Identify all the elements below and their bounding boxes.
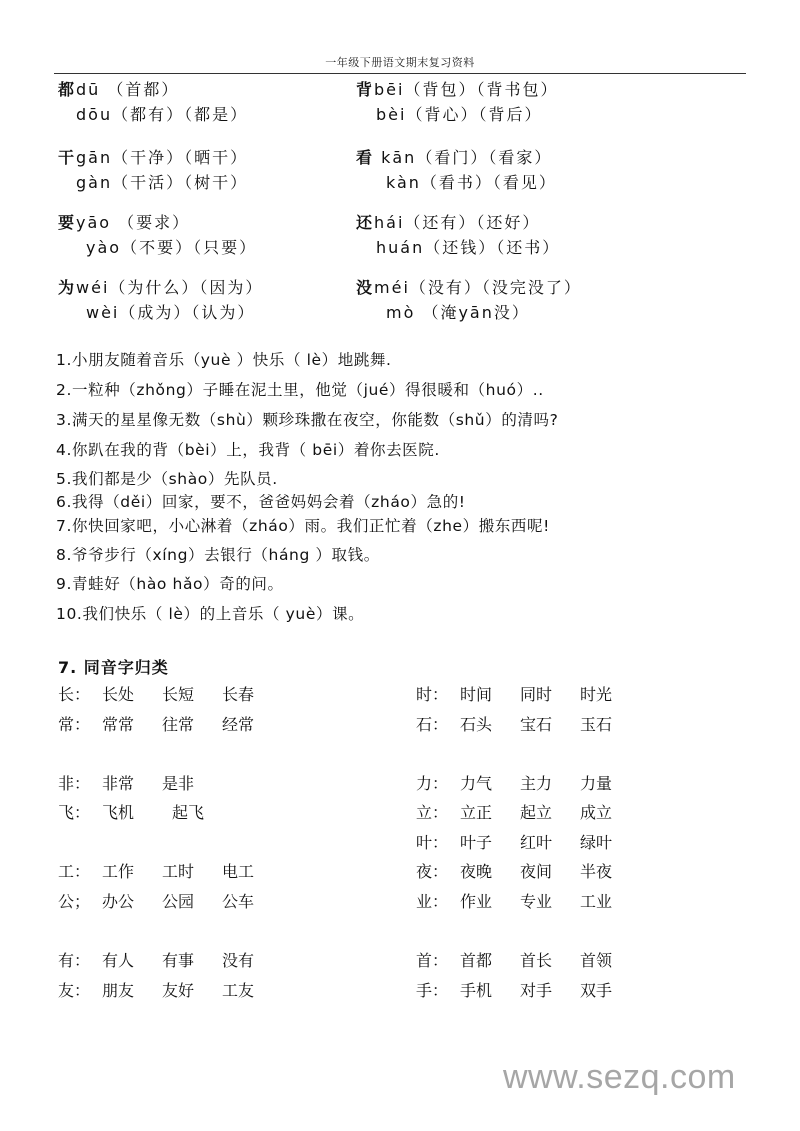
group-word: 成立 xyxy=(580,803,613,822)
sentence-4: 4.你趴在我的背（bèi）上，我背（ bēi）着你去医院. xyxy=(56,441,440,459)
group-word: 公车 xyxy=(222,892,255,911)
group-word: 朋友 xyxy=(102,981,135,1000)
group-key: 非： xyxy=(58,774,91,793)
group-key: 公； xyxy=(58,892,91,911)
homophone-group-gong-work xyxy=(58,859,282,882)
sentence-2: 2.一粒种（zhǒng）子睡在泥土里，他觉（jué）得很暖和（huó）.. xyxy=(56,381,544,399)
polyphone-char: 没 xyxy=(356,278,375,297)
sentence-10: 10.我们快乐（ lè）的上音乐（ yuè）课。 xyxy=(56,605,365,623)
polyphone-char: 要 xyxy=(58,213,77,232)
group-key: 叶： xyxy=(416,833,449,852)
reading-line: hái（还有）（还好） xyxy=(374,213,541,232)
homophone-group-shi-time xyxy=(416,682,640,705)
group-word: 工作 xyxy=(102,862,135,881)
group-word: 工友 xyxy=(222,981,255,1000)
group-word: 办公 xyxy=(102,892,135,911)
group-word: 工业 xyxy=(580,892,613,911)
homophone-group-li-power xyxy=(416,771,640,794)
polyphone-char: 都 xyxy=(58,80,77,99)
homophone-group-chang-often xyxy=(58,712,282,735)
group-word: 夜间 xyxy=(520,862,553,881)
polyphone-wei xyxy=(58,275,263,323)
group-key: 有： xyxy=(58,951,91,970)
homophone-group-fei-not xyxy=(58,771,222,794)
sentence-1: 1.小朋友随着音乐（yuè ）快乐（ lè）地跳舞. xyxy=(56,351,392,369)
group-word: 往常 xyxy=(162,715,195,734)
group-key: 立： xyxy=(416,803,449,822)
group-key: 石： xyxy=(416,715,449,734)
sentence-7: 7.你快回家吧，小心淋着（zháo）雨。我们正忙着（zhe）搬东西呢! xyxy=(56,517,550,535)
group-key: 友： xyxy=(58,981,91,1000)
group-word: 首都 xyxy=(460,951,493,970)
homophone-group-ye-night xyxy=(416,859,640,882)
group-key: 手： xyxy=(416,981,449,1000)
reading-line: gàn（干活）（树干） xyxy=(76,173,249,192)
sentence-6: 6.我得（děi）回家，要不，爸爸妈妈会着（zháo）急的! xyxy=(56,493,466,511)
reading-line: gān（干净）（晒干） xyxy=(76,148,249,167)
polyphone-gan xyxy=(58,145,248,193)
group-word: 友好 xyxy=(162,981,195,1000)
polyphone-du xyxy=(58,77,248,125)
group-word: 同时 xyxy=(520,685,553,704)
group-word: 双手 xyxy=(580,981,613,1000)
homophone-group-gong-public xyxy=(58,889,282,912)
reading-line: bēi（背包）（背书包） xyxy=(374,80,559,99)
group-key: 长： xyxy=(58,685,91,704)
group-word: 公园 xyxy=(162,892,195,911)
group-word: 红叶 xyxy=(520,833,553,852)
group-key: 工： xyxy=(58,862,91,881)
group-word: 手机 xyxy=(460,981,493,1000)
group-word: 常常 xyxy=(102,715,135,734)
reading-line: dōu（都有）（都是） xyxy=(76,105,249,124)
group-word: 长处 xyxy=(102,685,135,704)
group-key: 力： xyxy=(416,774,449,793)
group-word: 时间 xyxy=(460,685,493,704)
group-key: 常： xyxy=(58,715,91,734)
homophone-group-li-stand xyxy=(416,800,640,823)
homophone-group-you-friend xyxy=(58,978,282,1001)
group-key: 夜： xyxy=(416,862,449,881)
homophone-group-shou-hand xyxy=(416,978,640,1001)
group-word: 夜晚 xyxy=(460,862,493,881)
watermark: www.sezq.com xyxy=(503,1058,736,1096)
polyphone-char: 看 xyxy=(356,148,375,167)
group-word: 专业 xyxy=(520,892,553,911)
homophone-group-chang-long xyxy=(58,682,282,705)
reading-line: méi（没有）（没完没了） xyxy=(374,278,582,297)
page-header-title: 一年级下册语文期末复习资料 xyxy=(325,56,475,69)
group-word: 作业 xyxy=(460,892,493,911)
group-key: 业： xyxy=(416,892,449,911)
sentence-3: 3.满天的星星像无数（shù）颗珍珠撒在夜空，你能数（shǔ）的清吗? xyxy=(56,411,559,429)
group-word: 经常 xyxy=(222,715,255,734)
reading-line: mò （淹yān没） xyxy=(386,303,530,322)
polyphone-char: 还 xyxy=(356,213,375,232)
group-word: 主力 xyxy=(520,774,553,793)
group-word: 是非 xyxy=(162,774,195,793)
reading-line: wéi（为什么）（因为） xyxy=(76,278,264,297)
group-word: 首领 xyxy=(580,951,613,970)
reading-line: wèi（成为）（认为） xyxy=(86,303,256,322)
polyphone-char: 干 xyxy=(58,148,77,167)
sentence-9: 9.青蛙好（hào hǎo）奇的问。 xyxy=(56,575,284,593)
group-word: 起立 xyxy=(520,803,553,822)
homophone-group-you-have xyxy=(58,948,282,971)
group-word: 非常 xyxy=(102,774,135,793)
homophone-group-fei-fly xyxy=(58,800,232,823)
group-word: 飞机 xyxy=(102,803,135,822)
group-word: 叶子 xyxy=(460,833,493,852)
reading-line: kān（看门）（看家） xyxy=(381,148,553,167)
polyphone-hai xyxy=(356,210,560,258)
section-title: 7. 同音字归类 xyxy=(58,658,169,677)
group-word: 力气 xyxy=(460,774,493,793)
group-word: 力量 xyxy=(580,774,613,793)
polyphone-char: 为 xyxy=(58,278,77,297)
sentence-5: 5.我们都是少（shào）先队员. xyxy=(56,470,278,488)
group-word: 起飞 xyxy=(172,803,205,822)
group-key: 首： xyxy=(416,951,449,970)
homophone-group-shou-head xyxy=(416,948,640,971)
group-word: 立正 xyxy=(460,803,493,822)
group-word: 有人 xyxy=(102,951,135,970)
polyphone-mei xyxy=(356,275,582,323)
reading-line: yào（不要）（只要） xyxy=(86,238,258,257)
reading-line: kàn（看书）（看见） xyxy=(386,173,557,192)
group-word: 长短 xyxy=(162,685,195,704)
polyphone-bei xyxy=(356,77,558,125)
group-word: 长春 xyxy=(222,685,255,704)
reading-line: huán（还钱）（还书） xyxy=(376,238,561,257)
reading-line: bèi（背心）（背后） xyxy=(376,105,543,124)
header-divider xyxy=(54,73,746,74)
group-word: 电工 xyxy=(222,862,255,881)
homophone-group-ye-leaf xyxy=(416,830,640,853)
group-word: 有事 xyxy=(162,951,195,970)
reading-line: yāo （要求） xyxy=(76,213,191,232)
group-word: 首长 xyxy=(520,951,553,970)
group-key: 飞： xyxy=(58,803,91,822)
group-word: 绿叶 xyxy=(580,833,613,852)
homophone-group-ye-industry xyxy=(416,889,640,912)
homophone-group-shi-stone xyxy=(416,712,640,735)
group-word: 时光 xyxy=(580,685,613,704)
polyphone-kan xyxy=(356,145,557,193)
reading-line: dū （首都） xyxy=(76,80,180,99)
group-word: 工时 xyxy=(162,862,195,881)
group-word: 对手 xyxy=(520,981,553,1000)
group-word: 玉石 xyxy=(580,715,613,734)
polyphone-char: 背 xyxy=(356,80,375,99)
group-word: 石头 xyxy=(460,715,493,734)
sentence-8: 8.爷爷步行（xíng）去银行（háng ）取钱。 xyxy=(56,546,380,564)
group-key: 时： xyxy=(416,685,449,704)
group-word: 半夜 xyxy=(580,862,613,881)
group-word: 宝石 xyxy=(520,715,553,734)
polyphone-yao xyxy=(58,210,257,258)
group-word: 没有 xyxy=(222,951,255,970)
